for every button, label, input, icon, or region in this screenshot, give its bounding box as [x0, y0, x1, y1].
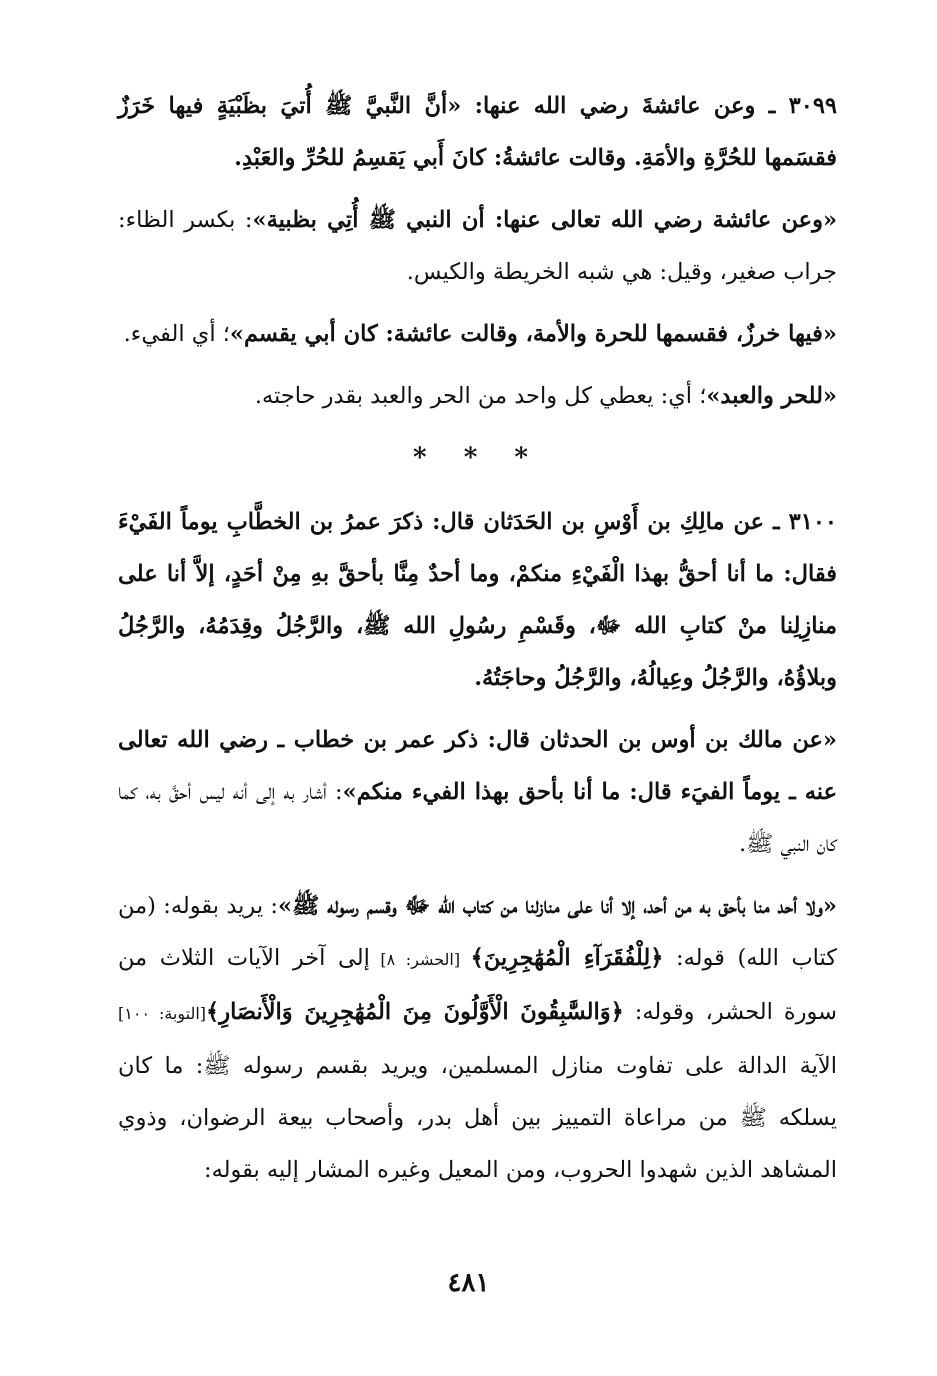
section-separator: * * *	[413, 443, 542, 473]
hadith-3100-text: ٣١٠٠ ـ عن مالِكِ بن أَوْسِ بن الحَدَثان قال: ذكرَ عمرُ بن الخطَّابِ يوماً الفَيْءَ فقال: ما أنا أحقُّ بهذا الْفَيْءِ منكمْ، وما أحدٌ مِنَّا بأحقَّ بهِ مِنْ أحَدٍ، إلاَّ أنا على منازِلِنا منْ كتابِ الله ﷻ، وقَسْمِ رسُولِ الله ﷺ، والرَّجُلُ وقِدَمُهُ، والرَّجُلُ وبلاؤُهُ، والرَّجُلُ وعِيالُهُ، والرَّجُلُ وحاجَتُهُ.	[118, 509, 837, 691]
commentary-paragraph-1	[118, 194, 837, 298]
commentary-paragraph-5	[118, 880, 837, 1196]
commentary-text: إلى آخر الآيات الثلاث من سورة الحشر، وقوله:	[118, 945, 837, 1025]
commentary-paragraph-4	[118, 714, 837, 870]
commentary-text: ؛ أي الفيء.	[123, 321, 230, 347]
commentary-text: ؛ أي: يعطي كل واحد من الحر والعبد بقدر حاجته.	[254, 383, 707, 409]
page-body	[118, 80, 837, 1316]
quran-verse-tawbah: ﴿وَالسَّٰبِقُونَ الْأَوَّلُونَ مِنَ الْمُهَٰجِرِينَ وَالْأَنصَارِ﴾	[206, 999, 624, 1025]
verse-reference: [الحشر: ٨]	[369, 950, 471, 969]
quoted-matn: «فيها خرزٌ، فقسمها للحرة والأمة، وقالت عائشة: كان أبي يقسم»	[229, 321, 837, 347]
commentary-text: : أشار به إلى أنه ليس أحقَّ به، كما كان النبي ﷺ.	[118, 779, 837, 857]
commentary-paragraph-2	[118, 308, 837, 360]
quoted-matn: «عن مالك بن أوس بن الحدثان قال: ذكر عمر بن خطاب ـ رضي الله تعالى عنه ـ يوماً الفيَء قال: ما أنا بأحق بهذا الفيء منكم»	[118, 727, 837, 805]
quoted-matn: «للحر والعبد»	[706, 383, 837, 409]
quran-verse-hashr: ﴿لِلْفُقَرَآءِ الْمُهَٰجِرِينَ﴾	[470, 945, 664, 971]
verse-reference: [التوبة: ١٠٠]	[118, 1004, 207, 1023]
page-number: ٤٨١	[447, 1268, 490, 1298]
commentary-text: : بكسر الظاء: جراب صغير، وقيل: هي شبه الخريطة والكيس.	[118, 207, 837, 285]
hadith-3099-text: ٣٠٩٩ ـ وعن عائشةَ رضي الله عنها: «أنَّ النَّبيَّ ﷺ أُتيَ بظَبْيَةٍ فيها خَرَزٌ فقسَمها للحُرَّةِ والأمَةِ. وقالت عائشةُ: كانَ أَبي يَقسِمُ للحُرِّ والعَبْدِ.	[118, 93, 837, 171]
quoted-matn: «ولا أحد منا بأحق به من أحد، إلا أنا على منازلنا من كتاب الله ﷻ وقسم رسوله ﷺ»	[278, 893, 837, 919]
commentary-text: الآية الدالة على تفاوت منازل المسلمين، ويريد بقسم رسوله ﷺ: ما كان يسلكه ﷺ من مراعاة التمييز بين أهل بدر، وأصحاب بيعة الرضوان، وذوي المشاهد الذين شهدوا الحروب، ومن المعيل وغيره المشار إليه بقوله:	[118, 1053, 837, 1183]
commentary-text: : يريد بقوله: (من كتاب الله) قوله:	[118, 893, 837, 971]
commentary-paragraph-3	[118, 370, 837, 422]
hadith-3100	[118, 496, 837, 704]
quoted-matn: «وعن عائشة رضي الله تعالى عنها: أن النبي ﷺ أُتِي بظبية»	[252, 207, 838, 233]
hadith-3099	[118, 80, 837, 184]
